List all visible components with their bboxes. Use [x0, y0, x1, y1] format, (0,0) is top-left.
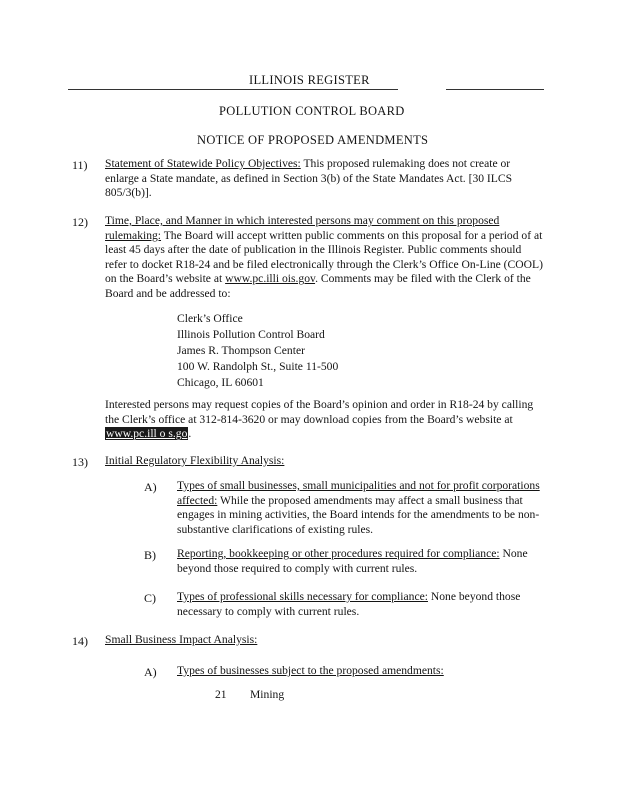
notice-title: NOTICE OF PROPOSED AMENDMENTS — [197, 133, 429, 147]
section-13-a-body: While the proposed amendments may affect a small business that engages in mining activities, the Board intends for the amendments to be non-substantive clarifications of existing rules. — [177, 493, 540, 536]
header-rule-right — [446, 89, 544, 90]
section-14-number: 14) — [72, 634, 88, 648]
section-13-c-heading: Types of professional skills necessary for compliance: — [177, 590, 428, 603]
address-line: Illinois Pollution Control Board — [177, 328, 325, 341]
header-rule-left — [68, 89, 398, 90]
address-line: Clerk’s Office — [177, 312, 243, 325]
section-11-number: 11) — [72, 158, 88, 172]
section-11-paragraph — [105, 157, 545, 201]
naics-industry-name: Mining — [250, 688, 285, 701]
section-11-body: This proposed rulemaking does not create or enlarge a State mandate, as defined in Section 3(b) of the State Mandates Act. [30 ILCS 805/3(b)]. — [105, 157, 513, 200]
section-11-heading: Statement of Statewide Policy Objectives: — [105, 157, 301, 170]
section-12-copies-paragraph — [105, 398, 545, 442]
section-12-body-3: Interested persons may request copies of the Board’s opinion and order in R18-24 by calling the Clerk’s office at 312-814-3620 or may download copies from the Board’s website at — [105, 398, 534, 426]
register-title: ILLINOIS REGISTER — [249, 73, 370, 87]
section-13-a-heading: Types of small businesses, small municipalities and not for profit corporations affected: — [177, 479, 540, 507]
address-line: James R. Thompson Center — [177, 344, 305, 357]
section-13-b-label: B) — [144, 548, 156, 562]
section-12-paragraph — [105, 214, 545, 302]
section-12-body-1: The Board will accept written public comments on this proposal for a period of at least 45 days after the date of publication in the Illinois Register. Public comments should refer to docket R18-24 and be filed electronically through the Clerk’s Office On-Line (COOL) on the Board’s website at — [105, 228, 543, 286]
section-12-body-2: . Comments may be filed with the Clerk of the Board and be addressed to: — [105, 272, 531, 300]
section-13-c-paragraph — [177, 590, 545, 619]
section-14-heading-text: Small Business Impact Analysis: — [105, 633, 258, 646]
section-14-a-heading-text: Types of businesses subject to the proposed amendments: — [177, 664, 444, 677]
naics-code: 21 — [215, 688, 227, 701]
section-14-heading — [105, 633, 257, 648]
section-13-b-paragraph — [177, 547, 545, 576]
section-14-a-heading — [177, 664, 444, 679]
clerk-address-block — [177, 311, 338, 391]
board-title: POLLUTION CONTROL BOARD — [219, 104, 405, 118]
section-13-heading-text: Initial Regulatory Flexibility Analysis: — [105, 454, 285, 467]
address-line: Chicago, IL 60601 — [177, 376, 264, 389]
section-13-b-body: None beyond those required to comply with current rules. — [177, 547, 528, 575]
section-13-c-body: None beyond those necessary to comply with current rules. — [177, 590, 521, 618]
board-website-link-highlighted[interactable]: www.pc.ill o s.go — [106, 427, 188, 441]
section-13-c-label: C) — [144, 591, 156, 605]
address-line: 100 W. Randolph St., Suite 11-500 — [177, 360, 339, 373]
board-website-link[interactable]: www.pc.illi ois.gov — [225, 272, 316, 286]
section-13-heading — [105, 454, 284, 469]
section-14-a-label: A) — [144, 665, 157, 679]
section-12-body-4: . — [188, 427, 192, 441]
section-13-a-paragraph — [177, 479, 545, 537]
section-13-number: 13) — [72, 455, 88, 469]
section-13-b-heading: Reporting, bookkeeping or other procedures required for compliance: — [177, 547, 500, 560]
section-12-heading: Time, Place, and Manner in which interested persons may comment on this proposed rulemaking: — [105, 214, 500, 242]
section-13-a-label: A) — [144, 480, 157, 494]
section-12-number: 12) — [72, 215, 88, 229]
